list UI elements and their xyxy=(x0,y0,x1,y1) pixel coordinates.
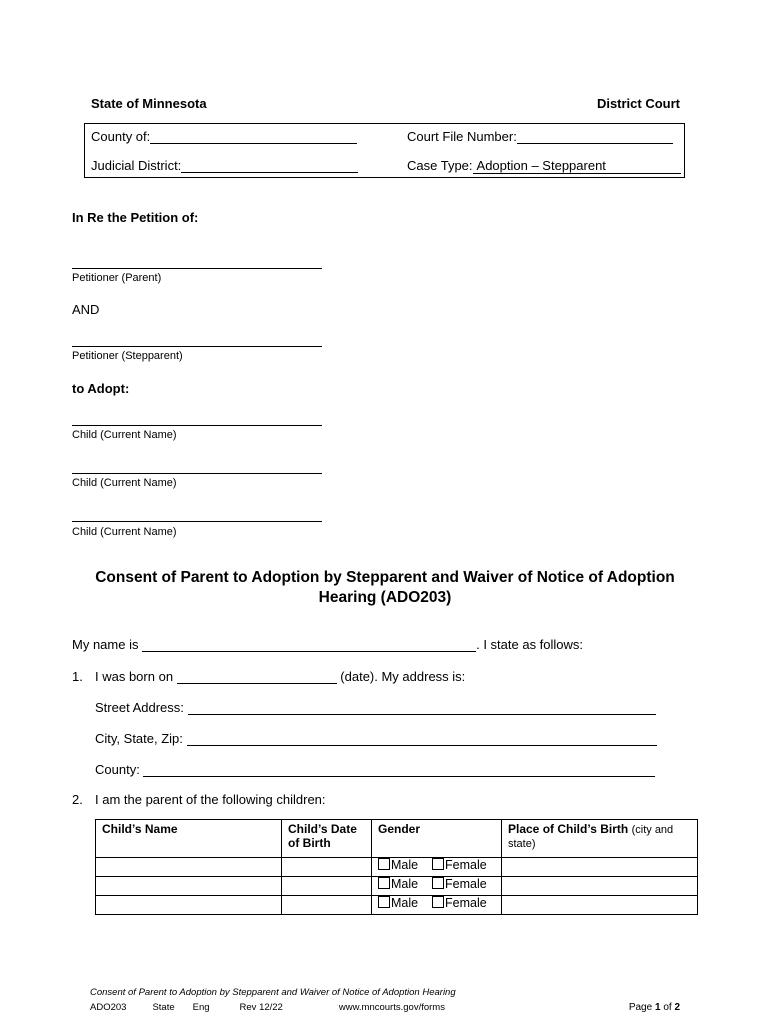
and-text: AND xyxy=(72,302,100,317)
my-name-input-line[interactable] xyxy=(142,638,476,652)
table-row xyxy=(96,896,698,915)
place-of-birth-cell[interactable] xyxy=(502,877,698,896)
child-name-line-2[interactable] xyxy=(72,473,322,474)
page-total: 2 xyxy=(674,1002,680,1013)
birth-date-line xyxy=(95,669,465,684)
state-label: State of Minnesota xyxy=(91,96,207,111)
in-re-heading: In Re the Petition of: xyxy=(72,210,199,225)
gender-cell xyxy=(372,858,502,877)
table-header-row xyxy=(96,820,698,858)
petitioner-parent-label: Petitioner (Parent) xyxy=(72,272,162,284)
city-state-zip-field[interactable] xyxy=(95,731,657,746)
footer-meta xyxy=(90,1002,445,1013)
header-place-of-birth xyxy=(502,820,698,858)
county-address-label: County: xyxy=(95,762,140,777)
child-name-line-3[interactable] xyxy=(72,521,322,522)
county-label: County of: xyxy=(91,129,151,144)
county-address-input-line[interactable] xyxy=(143,763,655,777)
footer-code: ADO203 xyxy=(90,1002,127,1013)
header-child-name: Child’s Name xyxy=(96,820,282,858)
table-row xyxy=(96,877,698,896)
form-title xyxy=(40,568,730,608)
item-2-text: I am the parent of the following children: xyxy=(95,792,326,807)
street-address-label: Street Address: xyxy=(95,700,184,715)
checkbox-icon xyxy=(378,858,390,870)
form-title-line-1: Consent of Parent to Adoption by Stepparent and Waiver of Notice of Adoption xyxy=(95,569,675,586)
street-address-field[interactable] xyxy=(95,700,656,715)
county-field[interactable] xyxy=(91,129,357,144)
birth-date-prefix: I was born on xyxy=(95,669,174,684)
judicial-district-field[interactable] xyxy=(91,158,358,173)
child-name-cell[interactable] xyxy=(96,896,282,915)
female-checkbox[interactable] xyxy=(432,858,487,872)
child-name-line-1[interactable] xyxy=(72,425,322,426)
footer-state: State xyxy=(152,1002,175,1013)
item-1-number: 1. xyxy=(72,669,83,684)
page-prefix: Page xyxy=(628,1002,653,1013)
checkbox-icon xyxy=(378,877,390,889)
child-label-3: Child (Current Name) xyxy=(72,526,177,538)
county-input-line[interactable] xyxy=(150,130,357,144)
female-label: Female xyxy=(445,896,487,910)
place-of-birth-cell[interactable] xyxy=(502,858,698,877)
judicial-district-input-line[interactable] xyxy=(181,159,358,173)
gender-cell xyxy=(372,896,502,915)
case-type-value: Adoption – Stepparent xyxy=(473,158,681,174)
street-address-input-line[interactable] xyxy=(188,701,656,715)
item-2-number: 2. xyxy=(72,792,83,807)
footer-title: Consent of Parent to Adoption by Stepparent and Waiver of Notice of Adoption Hearing xyxy=(90,987,456,998)
header-place-of-birth-label: Place of Child’s Birth xyxy=(508,822,629,836)
county-address-field[interactable] xyxy=(95,762,655,777)
petitioner-stepparent-label: Petitioner (Stepparent) xyxy=(72,350,183,362)
checkbox-icon xyxy=(432,858,444,870)
court-label: District Court xyxy=(596,96,680,111)
child-label-1: Child (Current Name) xyxy=(72,429,177,441)
female-checkbox[interactable] xyxy=(432,877,487,891)
male-label: Male xyxy=(391,877,419,891)
court-file-number-field[interactable] xyxy=(407,129,673,144)
petitioner-stepparent-line[interactable] xyxy=(72,346,322,347)
child-name-cell[interactable] xyxy=(96,858,282,877)
header-place-of-birth-note: (city and state) xyxy=(508,824,674,850)
petitioner-parent-line[interactable] xyxy=(72,268,322,269)
footer-url: www.mncourts.gov/forms xyxy=(338,1002,445,1013)
female-label: Female xyxy=(445,858,487,872)
table-row xyxy=(96,858,698,877)
my-name-prefix: My name is xyxy=(72,637,139,652)
checkbox-icon xyxy=(432,896,444,908)
footer-rev: Rev 12/22 xyxy=(239,1002,283,1013)
gender-cell xyxy=(372,877,502,896)
header-date-of-birth: Child’s Date of Birth xyxy=(282,820,372,858)
footer-lang: Eng xyxy=(192,1002,210,1013)
page-current: 1 xyxy=(654,1002,661,1013)
birth-date-input-line[interactable] xyxy=(177,670,337,684)
page-number xyxy=(629,1002,680,1013)
form-title-line-2: Hearing (ADO203) xyxy=(318,589,452,606)
male-label: Male xyxy=(391,896,419,910)
case-type-field xyxy=(407,158,681,174)
my-name-line xyxy=(72,637,583,652)
to-adopt-heading: to Adopt: xyxy=(72,381,130,396)
child-label-2: Child (Current Name) xyxy=(72,477,177,489)
female-label: Female xyxy=(445,877,487,891)
date-of-birth-cell[interactable] xyxy=(282,896,372,915)
my-name-suffix: . I state as follows: xyxy=(476,637,584,652)
date-of-birth-cell[interactable] xyxy=(282,877,372,896)
date-of-birth-cell[interactable] xyxy=(282,858,372,877)
male-checkbox[interactable] xyxy=(378,896,418,910)
judicial-district-label: Judicial District: xyxy=(91,158,182,173)
birth-date-suffix: (date). My address is: xyxy=(340,669,466,684)
header-gender: Gender xyxy=(372,820,502,858)
case-type-label: Case Type: xyxy=(407,158,473,173)
city-state-zip-label: City, State, Zip: xyxy=(95,731,183,746)
court-file-number-input-line[interactable] xyxy=(517,130,673,144)
checkbox-icon xyxy=(432,877,444,889)
child-name-cell[interactable] xyxy=(96,877,282,896)
children-table xyxy=(95,819,698,915)
place-of-birth-cell[interactable] xyxy=(502,896,698,915)
checkbox-icon xyxy=(378,896,390,908)
male-checkbox[interactable] xyxy=(378,877,418,891)
page-of: of xyxy=(663,1002,672,1013)
court-file-number-label: Court File Number: xyxy=(407,129,517,144)
male-checkbox[interactable] xyxy=(378,858,418,872)
city-state-zip-input-line[interactable] xyxy=(187,732,657,746)
male-label: Male xyxy=(391,858,419,872)
female-checkbox[interactable] xyxy=(432,896,487,910)
